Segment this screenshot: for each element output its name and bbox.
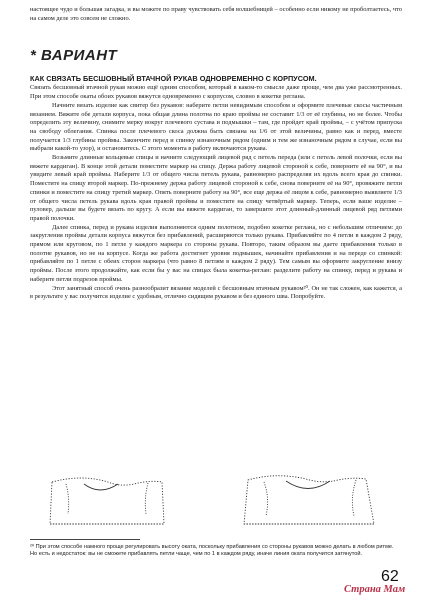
section-heading: КАК СВЯЗАТЬ БЕСШОВНЫЙ ВТАЧНОЙ РУКАВ ОДНОВРЕМЕННО С КОРПУСОМ. [30,74,317,84]
paragraph-3: Возьмите длинные кольцевые спицы и начните следующий лицевой ряд с петель переда (или с петель левой полочки, если вы вяжете кардиган). В конце этой детали поместите маркер на спицу. Держа работу лицевой стороной к себе, поверните её на 90°, и вы увидите левый край проймы. Наберите 1/3 от общего числа петель рукава, равномерно распределяя их вдоль всего края до спинки. Поместите на спицу второй маркер. По-прежнему держа работу лицевой стороной к себе, снова поверните её на 90°, провяжите петли спинки и поместите на спицу третий маркер. Опять поверните работу на 90°, все еще держа её лицом к себе, равномерно выявляете 1/3 от общего числа петель рукава вдоль края правой проймы и поместите на спицу четвёртый маркер. Теперь, если ваше изделие – пуловер, дальше вы будете вязать по кругу. А если вы вяжете кардиган, то завершите этот длинный-длинный лицевой ряд петлями правой полочки. [30,154,402,222]
variant-title: * ВАРИАНТ [30,47,118,65]
sweater-sketch-left [50,478,164,524]
paragraph-2: Начните вязать изделие как свитер без рукавов: наберите петли невидимым способом и оформите плечевые скосы частичным вязанием. Вяжите обе детали корпуса, пока общая длина полотна по краю проймы не составит 1/3 от её глубины, но не более. Чтобы определить эту величину, снимите мерку вокруг плечевого сустава и подмышки – там, где пройдет край проймы, – с учётом припуска на свободу облегания. Спинка после плечевого скоса должна быть связана на 1/6 от этой величины, равно как и перед, вместе получается 1/3 глубины проймы. Закончите перед и спинку изнаночным рядом (одним и тем же изнаночным рядом в случае, если вы выбрали какой-то узор), и остановитесь. С этого момента в работу включаются рукава. [30,101,402,153]
page-number: 62 [381,568,399,585]
footnote: ²⁰ При этом способе намного проще регулировать высоту оката, поскольку прибавления со стороны рукавов можно делать в любом ритме. Но есть и недостаток: вы не сможете прибавлять петли чаще, чем по 1 в каждом ряду, иначе линия оката получится затянутой. [30,544,394,558]
paragraph-1: Связать бесшовный втачной рукав можно ещё одним способом, который в каком-то смысле даже проще, чем два уже рассмотренных. При этом способе окаты обоих рукавов вяжутся одновременно с корпусом, словно в кокетке реглана. [30,84,402,101]
site-watermark: Страна Мам [344,584,406,595]
paragraph-4: Далее спинка, перед и рукава изделия выполняются одним полотном, подобно кокетке реглана, но с небольшим отличием: до закругления проймы детали корпуса вяжутся без прибавлений, расширяются только рукава. Прибавляйте по 4 петли в каждом 2 ряду, прямом или круговом, по 1 петле у каждого маркера со стороны рукава. Повторо, таким образом вы даете прибавления только в полотне рукавов, но не на корпусе. Когда же работа достигнет уровня подмышек, начинайте прибавления и на переде со спинкой: прибавляйте по 1 петле с обеих сторон маркера (что равно 8 петлям в каждом 2 ряду). Тем самым вы оформите закругление внизу проймы. После этого продолжайте, как если бы у вас на спицах была кокетка-реглан: разделите работу на спинку, перед и рукава и наберите петли подрезов проймы. [30,223,402,283]
footnote-rule [30,539,140,540]
sweater-diagram [30,468,402,528]
page-body [30,6,402,302]
paragraph-5: Этот занятный способ очень разнообразит вязание моделей с бесшовным втачным рукавом²⁰. Он не так сложен, как кажется, а в результате у вас получится изделие с удобным, отлично сидящим рукавом и без единого шва. Попробуйте. [30,284,402,301]
sweater-sketch-right [244,476,374,524]
intro-paragraph: настоящее чудо и большая загадка, и вы можете по праву чувствовать себя волшебницей – особенно если никому не проболтаетесь, что на самом деле это совсем не сложно. [30,6,402,22]
